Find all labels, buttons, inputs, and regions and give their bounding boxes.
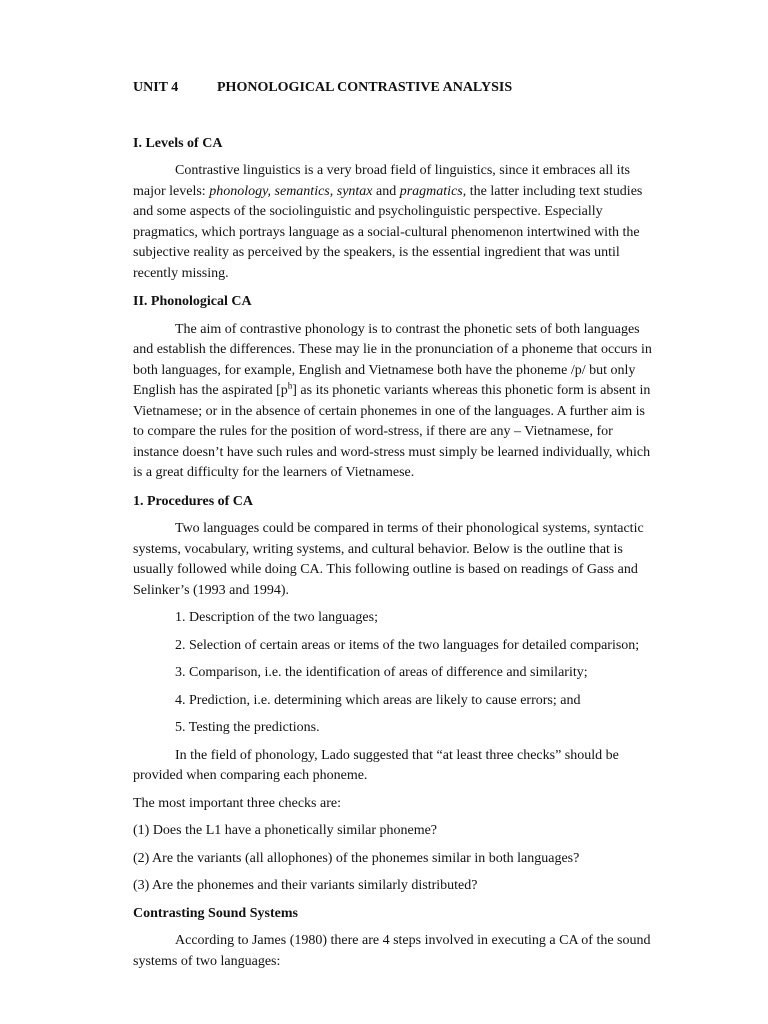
list-item: 4. Prediction, i.e. determining which areas are likely to cause errors; and xyxy=(175,692,581,708)
list-item: 1. Description of the two languages; xyxy=(175,610,378,625)
paragraph-levels: Contrastive linguistics is a very broad field of linguistics, since it embraces all its major levels: phonology, semantics, syntax and pragmatics, the latter including text studies and some aspects of the sociolinguistic and psycholinguistic perspective. Especially pragmatics, which portrays language as a social-cultural phenomenon intertwined with the subjective reality as perceived by the speakers, is the essential ingredient that was until recently missing. xyxy=(133,163,643,281)
unit-number: UNIT 4 xyxy=(133,80,179,95)
list-item: 3. Comparison, i.e. the identification of areas of difference and similarity; xyxy=(175,665,588,680)
list-item: 5. Testing the predictions. xyxy=(175,720,320,735)
section-heading-procedures: 1. Procedures of CA xyxy=(133,493,254,509)
paragraph-checks-intro: The most important three checks are: xyxy=(133,795,341,811)
paragraph-phonological: The aim of contrastive phonology is to contrast the phonetic sets of both languages and establish the differences. These may lie in the pronunciation of a phoneme that occurs in both languages, for example, English and Vietnamese both have the phoneme /p/ but only English has the aspirated $[p^h]$ as its phonetic variants whereas this phonetic form is absent in Vietnamese; or in the absence of certain phonemes in one of the languages. A further aim is to compare the rules for the position of word-stress, if there are any – Vietnamese, for instance doesn’t have such rules and word-stress must simply be learned individually, which is a great difficulty for the learners of Vietnamese. xyxy=(133,321,652,480)
list-item: 2. Selection of certain areas or items of the two languages for detailed comparison; xyxy=(175,637,640,653)
page-title xyxy=(133,78,653,99)
section-heading-levels: I. Levels of CA xyxy=(133,135,223,151)
paragraph-lado: In the field of phonology, Lado suggested that “at least three checks” should be provided when comparing each phoneme. xyxy=(133,747,619,783)
section-heading-sound-systems: Contrasting Sound Systems xyxy=(133,905,298,921)
unit-title: PHONOLOGICAL CONTRASTIVE ANALYSIS xyxy=(217,80,513,95)
section-heading-phonological: II. Phonological CA xyxy=(133,294,252,309)
check-item: (1) Does the L1 have a phonetically similar phoneme? xyxy=(133,823,438,838)
check-item: (3) Are the phonemes and their variants similarly distributed? xyxy=(133,878,478,893)
document-content xyxy=(133,78,653,972)
check-item: (2) Are the variants (all allophones) of the phonemes similar in both languages? xyxy=(133,850,580,866)
paragraph-sound-systems: According to James (1980) there are 4 steps involved in executing a CA of the sound systems of two languages: xyxy=(133,933,651,969)
paragraph-procedures: Two languages could be compared in terms of their phonological systems, syntactic systems, vocabulary, writing systems, and cultural behavior. Below is the outline that is usually followed while doing CA. This following outline is based on readings of Gass and Selinker’s (1993 and 1994). xyxy=(133,521,644,598)
